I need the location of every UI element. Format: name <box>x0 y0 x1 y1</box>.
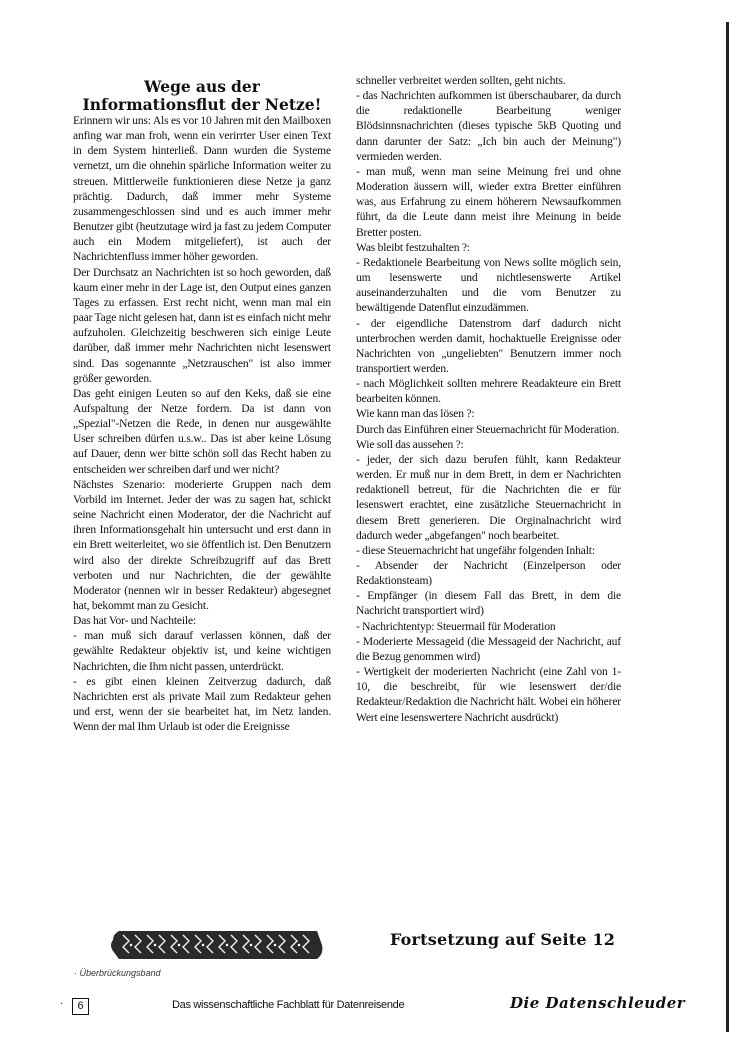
article-column-left <box>73 78 331 735</box>
article-title <box>73 78 331 114</box>
paragraph: Erinnern wir uns: Als es vor 10 Jahren mit den Mailboxen anfing war man froh, wenn ein verirrter User einen Text in dem System hinterließ. Dann wurden die Systeme vernetzt, um die ohnehin spärliche Information weiter zu streuen. Mittlerweile funktionieren diese Netze ja ganz prächtig. Dadurch, daß immer mehr Systeme zusammengeschlossen sind und es auch immer mehr Benutzer gibt (heutzutage wird ja fast zu jedem Computer auch ein Modem mitgeliefert), ist auch der Nachrichtenfluss immer höher geworden. <box>73 115 331 264</box>
section-question: Wie kann man das lösen ?: <box>356 408 475 421</box>
list-item: - Nachrichtentyp: Steuermail für Moderation <box>356 620 556 633</box>
masthead-logo: Die Datenschleuder <box>510 994 686 1012</box>
paragraph: - jeder, der sich dazu berufen fühlt, kann Redakteur werden. Er muß nur in dem Brett, in dem er Nachrichten redaktionell betreut, für die Nachrichten die er für lesenswert erachtet, eine zusätzliche Steuernachricht in diesem Brett generieren. Die Orginalnachricht wird dadurch weder „abgefangen" noch bearbeitet. <box>356 453 621 542</box>
paragraph: Nächstes Szenario: moderierte Gruppen nach dem Vorbild im Internet. Jeder der was zu sagen hat, schickt seine Nachricht einen Moderator, der die Nachricht auf ihren Informationsgehalt hin untersucht und erst dann in ein Brett weiterleitet, wo sie öffentlich ist. Den Benutzern wird also der direkte Schreibzugriff auf das Brett verboten und nur Nachrichten, die der gewählte Moderator (nennen wir in besser Redakteur) abgesegnet hat, bekommt man zu Gesicht. <box>73 478 331 612</box>
band-caption <box>74 968 161 978</box>
paragraph: Das geht einigen Leuten so auf den Keks, daß sie eine Aufspaltung der Netze fordern. Da ist dann von „Spezial"-Netzen die Rede, in denen nur ausgewählte User schreiben dürfen u.s.w.. Das ist aber keine Lösung auf Dauer, denn wer bitte schön soll das Recht haben zu entscheiden wer schreiben darf und wer nicht? <box>73 387 331 476</box>
paragraph: - der eigendliche Datenstrom darf dadurch nicht unterbrochen werden damit, hochaktuelle Ereignisse oder Nachrichten von „ungeliebten" Benutzern immer noch transportiert werden. <box>356 317 621 375</box>
section-question: Wie soll das aussehen ?: <box>356 438 464 451</box>
article-title-line-2: Informationsflut der Netze! <box>82 95 322 114</box>
section-question: Was bleibt festzuhalten ?: <box>356 241 470 254</box>
list-item: - Empfänger (in diesem Fall das Brett, in dem die Nachricht transportiert wird) <box>356 590 621 618</box>
paragraph: Der Durchsatz an Nachrichten ist so hoch geworden, daß kaum einer mehr in der Lage ist, den Output eines ganzen Tages zu erfassen. Erst recht nicht, wenn man mal ein paar Tage nicht gelesen hat, dann ist es einfach nicht mehr aufzuholen. Gleichzeitig beschweren sich einige Leute darüber, daß immer mehr Nachrichten nicht lesenswert sind. Das sogenannte „Netzrauschen" ist also immer größer geworden. <box>73 266 331 385</box>
paragraph: Durch das Einführen einer Steuernachricht für Moderation. <box>356 423 620 436</box>
list-item: - Absender der Nachricht (Einzelperson oder Redaktionsteam) <box>356 560 621 588</box>
band-caption-text: Überbrückungsband <box>79 968 161 978</box>
paragraph: Das hat Vor- und Nachteile: <box>73 615 197 628</box>
article-column-right <box>356 74 621 726</box>
list-item: - Wertigkeit der moderierten Nachricht (eine Zahl von 1-10, die beschreibt, für wie lesenswert der/die Redakteur/Redaktion die Nachricht hält. Wobei ein höherer Wert eine lesenswertere Nachricht ausdrückt) <box>356 666 621 724</box>
paragraph: schneller verbreitet werden sollten, geht nichts. <box>356 75 566 87</box>
list-item: - Moderierte Messageid (die Messageid der Nachricht, auf die Bezug genommen wird) <box>356 635 621 663</box>
caption-dot: · <box>74 968 80 978</box>
article-title-line-1: Wege aus der <box>144 77 260 96</box>
continued-note: Fortsetzung auf Seite 12 <box>390 930 616 949</box>
paragraph: - nach Möglichkeit sollten mehrere Readakteure ein Brett bearbeiten können. <box>356 378 621 406</box>
paragraph: - das Nachrichten aufkommen ist überschaubarer, da durch die redaktionelle Bearbeitung weniger Blödsinnsnachrichten (dieses typische 5kB Quoting und dann darunter der Satz: „Ich bin auch der Meinung") vermieden werden. <box>356 90 621 163</box>
paragraph: - diese Steuernachricht hat ungefähr folgenden Inhalt: <box>356 544 595 557</box>
paragraph: - Redaktionele Bearbeitung von News sollte möglich sein, um lesenswerte und nichtlesenswerte Artikel auseinanderzuhalten und die vom Benutzer zu bewältigende Datenflut einzudämmen. <box>356 256 621 315</box>
paragraph: - es gibt einen kleinen Zeitverzug dadurch, daß Nachrichten erst als private Mail zum Redakteur gehen und erst, wenn der sie bearbeitet hat, im Netz landen. Wenn der mal Ihm Urlaub ist oder die Ereignisse <box>73 675 331 734</box>
bridging-band-illustration <box>105 926 327 964</box>
footer-bullet: · <box>60 999 64 1010</box>
paragraph: - man muß sich darauf verlassen können, daß der gewählte Redakteur objektiv ist, und keine wichtigen Nachrichten, die Ihm nicht passen, unterdrückt. <box>73 630 331 673</box>
page-edge-rule <box>726 22 729 1032</box>
page-number: 6 <box>72 998 89 1015</box>
footer-tagline: Das wissenschaftliche Fachblatt für Datenreisende <box>172 999 405 1011</box>
paragraph: - man muß, wenn man seine Meinung frei und ohne Moderation äussern will, wieder extra Bretter einführen was, aus Erfahrung zu einem höherern Newsaufkommen führt, da die Leute dann meist ihre Meinung in beide Bretter posten. <box>356 165 621 239</box>
